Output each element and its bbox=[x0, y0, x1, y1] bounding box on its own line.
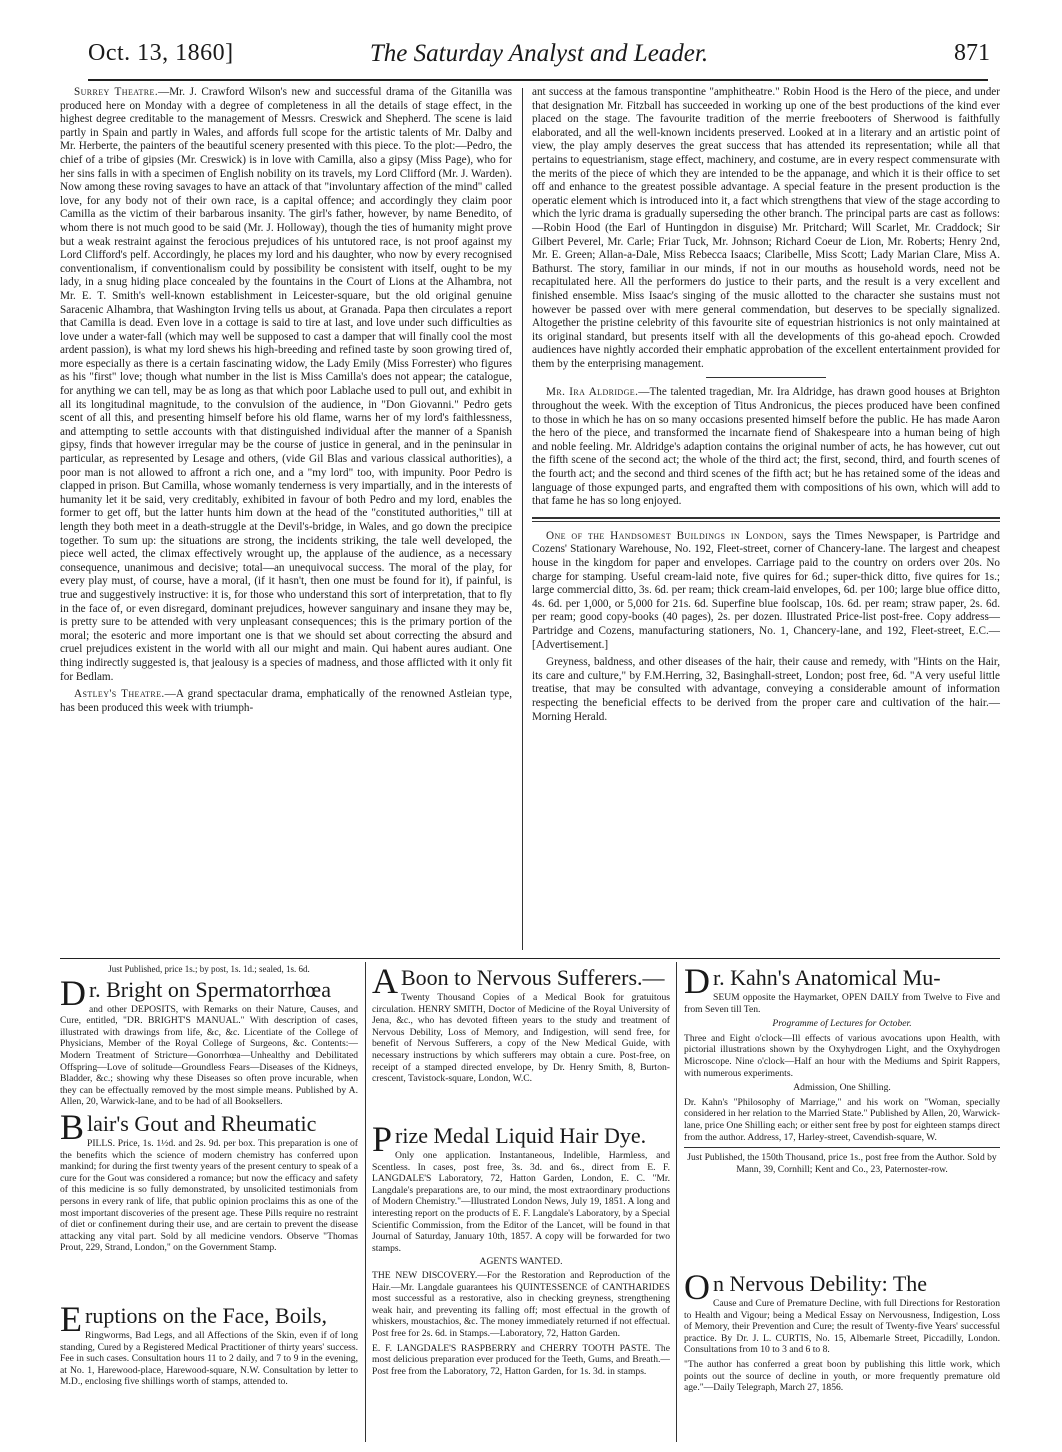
surrey-theatre-article bbox=[60, 86, 512, 684]
surrey-theatre-text: —Mr. J. Crawford Wilson's new and successful drama of the Gitanilla was produced here on Monday with a degree of completeness in all the details of stage effect, in the highest degree creditable to the management of Messrs. Creswick and Shepherd. The scene is laid partly in Spain and partly in Wales, and affords full scope for the artistic talents of Mr. Dalby and Mr. Herberte, the painters of the beautiful scenery presented with this piece. To the plot:—Pedro, the chief of a tribe of gipsies (Mr. Creswick) is in love with Camilla, also a gipsy (Miss Page), who for her sins falls in with a specimen of English nobility on its travels, my Lord Clifford (Mr. J. Warden). Now among these roving savages to have an attack of that "involuntary affection of the mind" called love, for any body not of their own race, is a capital offence; and accordingly they claim poor Camilla as the victim of their barbarous insanity. The girl's father, however, by name Benedito, of whom there is not much good to be said (Mr. J. Holloway), though the ties of humanity might prove but a weak restraint against the ferocious prejudices of his untutored race, is not proof against my Lord Clifford's pelf. Accordingly, he places my lord and his daughter, who now by every recognised conventionalism, if conventionalism could by possibility be consistent with itself, ought to be my lady, in a snug hiding place concealed by the fountains in the Court of Lions at the Alhambra, not Mr. E. T. Smith's well-known establishment in Leicester-square, but the old original genuine Saracenic Alhambra, that Washington Irving tells us about, at Granada. Papa then circulates a report that Camilla is dead. Even love in a cottage is said to tire at last, and love under such difficulties as love under a water-fall (which may well be supposed to cast a damper that will finally cool the most ardent passion), is what my lord shews his high-breeding and refined taste by soon growing tired of, more especially as there is a certain fascinating widow, the Lady Emily (Miss Forrester) who figures as his "first" love; though what number in the list is Miss Camilla's does not appear; the catalogue, for anything we can tell, may be as long as that which poor Lablache used to pull out, and exhibit in all its longitudinal magnitude, to the convulsion of the audience, in "Don Giovanni." Pedro gets scent of all this, and presenting himself before his old flame, warns her of my lord's faithlessness, and attempting to settle accounts with that distinguished individual after the manner of a Spanish gipsy, finds that however irregular may be the course of justice in general, and in the peninsular in particular, as represented by Lesage and others, (vide Gil Blas and various classical authorities), a poor man is not allowed to affront a rich one, and a "my lord" too, with impunity. Poor Pedro is clapped in prison. But Camilla, whose womanly tenderness is very impartially, and in the interests of humanity let it be said, very creditably, exhibited in favour of both Pedro and my lord, enables the former to get off, but the latter hunts him down at the head of the "constituted authorities," till at length they both meet in a death-struggle at the Devil's-bridge, in Wales, and go down the precipice together. To sum up: the situations are strong, the incidents striking, the tale well developed, the piece well acted, the climax effectively wrought up, the applause of the audience, as a necessary consequence, unanimous and decisive; total—an unequivocal success. The moral of the play, for every play must, of course, have a moral, (if it hasn't, then one must be found for it), if painful, is true and suggestively instructive: it is, for those who understand this sort of interpretation, that to fly in the face of, or even disregard, dominant prejudices, however sanguinary and insane they may be, is pretty sure to be attended with very unpleasant consequences; this is the primary portion of the moral; the esoteric and more important one is that we should set about correcting the absurd and cruel prejudices existent in the world with all our might and main. Qui habent aures audiant. One thing indirectly suggested is, that jealousy is a species of madness, and those afflicted with it only fit for Bedlam. bbox=[60, 86, 512, 683]
handsomest-buildings-notice bbox=[532, 530, 1000, 652]
ad-prize-raspberry: E. F. LANGDALE'S RASPBERRY and CHERRY TOOTH PASTE. The most delicious preparation ever produced for the Teeth, Gums, and Breath.—Post free from the Laboratory, 72, Hatton Garden, for 1s. 3d. in stamps. bbox=[372, 1342, 670, 1377]
astley-theatre-text: —A grand spectacular drama, emphatically of the renowned Astleian type, has been produced this week with triumph- bbox=[60, 688, 513, 714]
ad-kahn-museum bbox=[684, 964, 1000, 1266]
ad-divider-1 bbox=[365, 962, 366, 1442]
handsomest-lead: One of the Handsomest Buildings in London, bbox=[546, 529, 787, 542]
double-rule-bottom bbox=[532, 521, 1000, 522]
issue-date: Oct. 13, 1860] bbox=[88, 40, 234, 66]
robin-hood-article: ant success at the famous transpontine "amphitheatre." Robin Hood is the Hero of the piece, and under that designation Mr. Fitzball has succeeded in working up one of the best productions of the kind ever placed on the stage. The favourite tradition of the merrie freebooters of Sherwood is faithfully elaborated, and all the well-known incidents preserved. Looked at in a literary and an artistic point of view, the play amply deserves the great success that has attended its representation; while all that pertains to equestrianism, stage effect, machinery, and costume, are in every respect commensurate with the merits of the piece of which they are intended to be the appanage, and which it is their office to set off and enhance to the greatest possible advantage. A special feature in the present production is the operatic element which is introduced into it, a fact which strengthens that view of the stage according to which the lyric drama is gradually superseding the other branch. The principal parts are cast as follows:—Robin Hood (the Earl of Huntingdon in disguise) Mr. Pritchard; Will Scarlet, Mr. Craddock; Sir Gilbert Peverel, Mr. Carle; Friar Tuck, Mr. Johnson; Richard Coeur de Lion, Mr. Roberts; Henry 2nd, Mr. E. Green; Allan-a-Dale, Miss Rebecca Isaacs; Claribelle, Miss Scott; Lady Marian Clare, Miss A. Bathurst. The story, familiar in our minds, if not in our mouths as household words, need not be recapitulated here. All the performers do justice to their parts, and the result is a very excellent and finished ensemble. Miss Isaac's singing of the music allotted to the character she sustains must not however be passed over with mere general commendation, but deserves to be specially signalized. Altogether the pristine celebrity of this favourite site of equestrian histrionics is not only maintained at its original standard, but presents itself with all the developments of this go-ahead epoch. Crowded audiences have nightly accorded their emphatic approbation of the excellent entertainment provided for them by the enterprising management. bbox=[532, 86, 1000, 370]
ad-blair-heading: Blair's Gout and Rheumatic bbox=[60, 1110, 317, 1147]
astley-theatre-lead: Astley's Theatre. bbox=[74, 688, 165, 701]
ad-divider-2 bbox=[676, 962, 677, 1442]
ad-bright-heading: Dr. Bright on Spermatorrhœa bbox=[60, 972, 331, 1013]
ad-nervous-debility bbox=[684, 1270, 1000, 1442]
publication-title: The Saturday Analyst and Leader. bbox=[369, 40, 709, 67]
ad-kahn-initial: D bbox=[684, 964, 710, 1001]
ad-eruptions-initial: E bbox=[60, 1302, 82, 1339]
astley-theatre-article bbox=[60, 688, 512, 715]
ad-prize-agents: AGENTS WANTED. bbox=[479, 1256, 563, 1268]
section-rule bbox=[706, 377, 826, 378]
ad-blair-body: PILLS. Price, 1s. 1½d. and 2s. 9d. per box. This preparation is one of the benefits which the science of modern chemistry has conferred upon mankind; for during the first twenty years of the present century to speak of a cure for the Gout was considered a romance; but now the efficacy and safety of this medicine is so fully demonstrated, by unsolicited testimonials from persons in every rank of life, that public opinion proclaims this as one of the most important discoveries of the present age. These Pills require no restraint of diet or confinement during their use, and are certain to prevent the disease attacking any vital part. Sold by all medicine vendors. Observe "Thomas Prout, 229, Strand, London," on the Government Stamp. bbox=[60, 1138, 358, 1254]
ad-nervous-quote: "The author has conferred a great boon by publishing this little work, which points out the source of decline in youth, or more frequently premature old age."—Daily Telegraph, March 27, 1856. bbox=[684, 1358, 1000, 1394]
ad-bright-price-line: Just Published, price 1s.; by post, 1s. 1d.; sealed, 1s. 6d. bbox=[108, 964, 310, 974]
ad-boon-body: Twenty Thousand Copies of a Medical Book for gratuitous circulation. HENRY SMITH, Doctor of Medicine of the Royal University of Jena, &c., who has devoted fifteen years to the study and treatment of Nervous Debility, Loss of Memory, and Indigestion, will send free, for benefit of Nervous Sufferers, a copy of the New Medical Guide, with necessary instructions by which sufferers may obtain a cure. Post-free, on receipt of a stamped directed envelope, by Dr. Henry Smith, 8, Burton-crescent, Tavistock-square, London, W.C. bbox=[372, 992, 670, 1085]
ad-boon-nervous bbox=[372, 964, 670, 1120]
aldridge-lead: Mr. Ira Aldridge. bbox=[546, 386, 639, 399]
left-column bbox=[60, 86, 512, 719]
ad-kahn-philosophy: Dr. Kahn's "Philosophy of Marriage," and his work on "Woman, specially considered in her relation to the Married State." Published by Allen, 20, Warwick-lane, price One Shilling each; or either sent free by post for eighteen stamps direct from the author. Address, 17, Harley-street, Cavendish-square, W. bbox=[684, 1096, 1000, 1143]
ad-eruptions-heading: Eruptions on the Face, Boils, bbox=[60, 1302, 327, 1339]
ad-boon-heading: A Boon to Nervous Sufferers.— bbox=[372, 964, 665, 1001]
page-number: 871 bbox=[954, 40, 990, 66]
ad-eruptions-body: Ringworms, Bad Legs, and all Affections of the Skin, even if of long standing, Cured by a Registered Medical Practitioner of thirty years' success. Fee in such cases. Consultation hours 11 to 2 daily, and 7 to 9 in the evening, at No. 1, Harewood-place, Harewood-square, N.W. Consultation by letter to M.D., enclosing five shillings worth of stamps, attended to. bbox=[60, 1330, 358, 1388]
ad-kahn-just-published: Just Published, the 150th Thousand, price 1s., post free from the Author. Sold by Mann, 39, Cornhill; Kent and Co., 23, Paternoster-row. bbox=[687, 1152, 997, 1175]
greyness-notice: Greyness, baldness, and other diseases of the hair, their cause and remedy, with "Hints on the Hair, its care and culture," by F.M.Herring, 32, Basinghall-street, London; post free, 6d. "A very useful little treatise, that may be consulted with advantage, conveying a considerable amount of information respecting the beneficial effects to be derived from the proper care and cultivation of the hair.—Morning Herald. bbox=[532, 656, 1000, 723]
ad-kahn-subhead: SEUM opposite the Haymarket, OPEN DAILY from Twelve to Five and from Seven till Ten. bbox=[684, 992, 1000, 1015]
ads-rule bbox=[60, 958, 1000, 959]
double-rule-top bbox=[532, 517, 1000, 519]
aldridge-article bbox=[532, 386, 1000, 508]
ad-nervous-initial: O bbox=[684, 1270, 710, 1307]
ad-kahn-heading: Dr. Kahn's Anatomical Mu- bbox=[684, 964, 941, 1001]
handsomest-text: says the Times Newspaper, is Partridge and Cozens' Stationary Warehouse, No. 192, Fleet-street, corner of Chancery-lane. The largest and cheapest house in the kingdom for paper and envelopes. Carriage paid to the country on orders over 20s. No charge for stamping. Useful cream-laid note, five quires for 6d.; super-thick ditto, five quires for 1s.; large commercial ditto, 3s. 6d. per ream; thick cream-laid envelopes, 6d. per 100; large blue office ditto, 4s. 6d. per 1,000, or 5,000 for 21s. 6d. Superfine blue foolscap, 10s. 6d. per ream; straw paper, 2s. 6d. per ream; good copy-books (40 pages), 2s. per dozen. Illustrated Price-list post-free. Copy address—Partridge and Cozens, manufacturing stationers, No. 1, Chancery-lane, and 192, Fleet-street, E.C.—[Advertisement.] bbox=[532, 529, 1000, 651]
ad-bright-body: and other DEPOSITS, with Remarks on their Nature, Causes, and Cure, entitled, "DR. BRIGHT'S MANUAL." With description of cases, illustrated with drawings from life, &c, &c. Licentiate of the College of Physicians, Member of the Royal College of Surgeons, &c. Contents:—Modern Treatment of Stricture—Gonorrhœa—Unhealthy and Debilitated Offspring—Love of solitude—Groundless Fears—Diseases of the Kidneys, Bladder, &c.; showing why these Diseases so often prove incurable, when they can be effectually removed by the most simple means. Published by A. Allen, 20, Warwick-lane, and to be had of all Booksellers. bbox=[60, 1003, 358, 1106]
right-column bbox=[532, 86, 1000, 728]
ad-kahn-rule bbox=[684, 1147, 1000, 1148]
ad-prize-hair-dye bbox=[372, 1122, 670, 1442]
ad-eruptions bbox=[60, 1302, 358, 1442]
ad-boon-initial: A bbox=[372, 964, 398, 1001]
ad-prize-body: Only one application. Instantaneous, Indelible, Harmless, and Scentless. In cases, post free, 3s. 3d. and 6s., direct from E. F. LANGDALE'S Laboratory, 72, Hatton Garden, London, E. C. "Mr. Langdale's preparations are, to our mind, the most extraordinary productions of Modern Chemistry."—Illustrated London News, July 19, 1851. A long and interesting report on the products of E. F. Langdale's Laboratory, by a Special Scientific Commission, from the Editor of the Lancet, will be found in that Journal of Saturday, January 10th, 1857. A copy will be forwarded for two stamps. bbox=[372, 1150, 670, 1254]
ad-prize-heading: Prize Medal Liquid Hair Dye. bbox=[372, 1122, 647, 1159]
ad-dr-bright bbox=[60, 964, 358, 1106]
aldridge-text: —The talented tragedian, Mr. Ira Aldridge, has drawn good houses at Brighton throughout the week. With the exception of Titus Andronicus, the pieces produced have been confined to those in which he has on so many occasions presented himself before the public. He has made Aaron the hero of the piece, and transformed the incarnate fiend of Shakespeare into a human being of high and noble feeling. Mr. Aldridge's adaption contains the original number of acts, he has however, cut out the fifth scene of the second act; the whole of the third act; the first, second, third, and fourth scenes of the fourth act; and the second and third scenes of the fifth act; but he has retained some of the ideas and language of those expunged parts, and engrafted them with compositions of his own, which will add to that fame he has so long enjoyed. bbox=[532, 386, 1000, 508]
ad-kahn-body: Three and Eight o'clock—Ill effects of various avocations upon Health, with pictorial illustrations shown by the Oxyhydrogen Light, and the Oxyhydrogen Microscope. Nine o'clock—Half an hour with the Mediums and Spirit Rappers, with numerous experiments. bbox=[684, 1032, 1000, 1079]
column-divider bbox=[522, 88, 523, 950]
ad-prize-initial: P bbox=[372, 1122, 393, 1159]
ad-nervous-body: Cause and Cure of Premature Decline, with full Directions for Restoration to Health and Vigour; being a Medical Essay on Nervousness, Indigestion, Loss of Memory, their Prevention and Cure; the result of Twenty-five Years' successful practice. By Dr. J. L. CURTIS, No. 15, Albemarle Street, Piccadilly, London. Consultations from 10 to 3 and 6 to 8. bbox=[684, 1298, 1000, 1356]
surrey-theatre-lead: Surrey Theatre. bbox=[74, 86, 159, 98]
page-header bbox=[88, 40, 990, 80]
ad-kahn-admission: Admission, One Shilling. bbox=[793, 1082, 891, 1094]
ad-nervous-heading: On Nervous Debility: The bbox=[684, 1270, 928, 1307]
ad-prize-new-discovery: THE NEW DISCOVERY.—For the Restoration and Reproduction of the Hair.—Mr. Langdale guarantees his QUINTESSENCE of CANTHARIDES most successful as a restorative, also in checking greyness, strengthening weak hair, and preventing its falling off; most effectual in the growth of whiskers, moustachios, &c. The money immediately returned if not effectual. Post free for 2s. 6d. in Stamps.—Laboratory, 72, Hatton Garden. bbox=[372, 1269, 670, 1339]
ad-bright-initial: D bbox=[60, 972, 86, 1013]
ad-kahn-programme: Programme of Lectures for October. bbox=[772, 1018, 912, 1030]
ad-blairs-pills bbox=[60, 1110, 358, 1300]
header-rule bbox=[88, 79, 988, 81]
ad-blair-initial: B bbox=[60, 1110, 85, 1147]
